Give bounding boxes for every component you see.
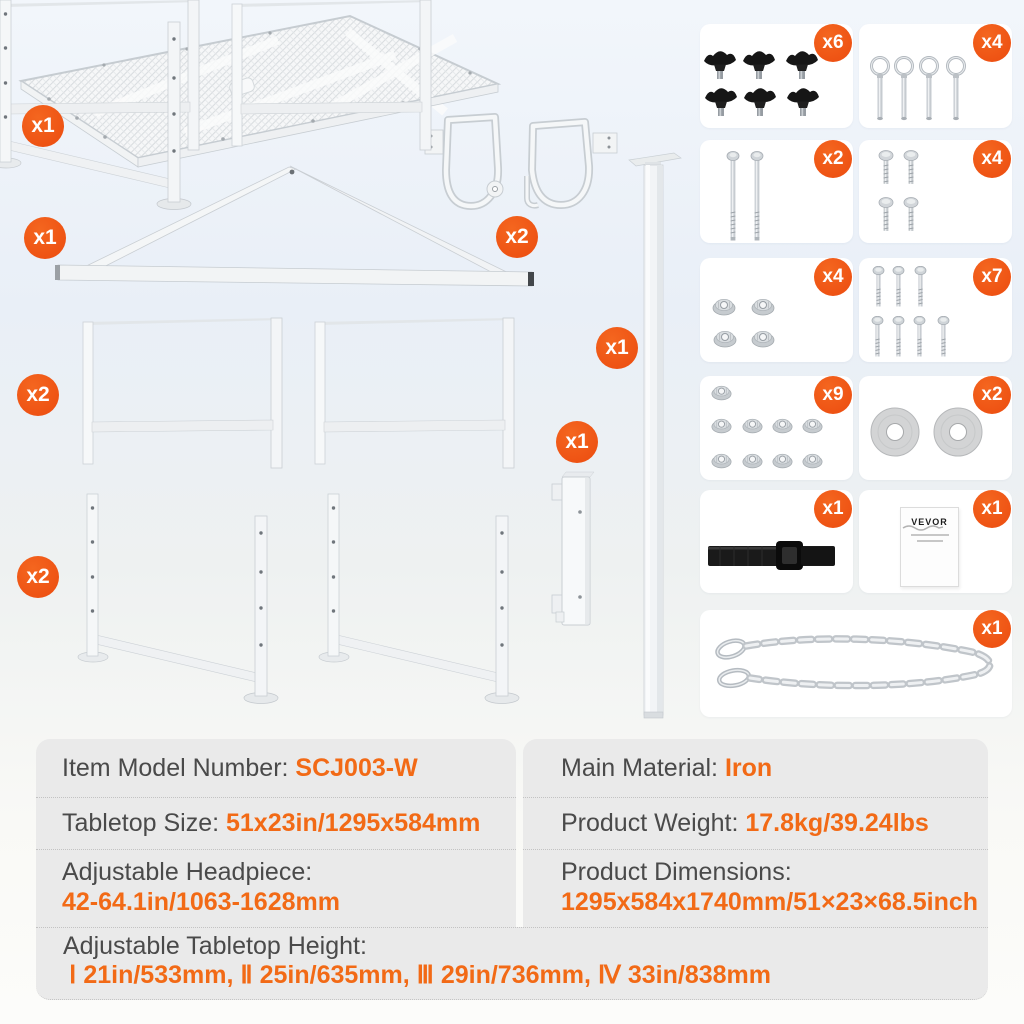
qty-badge-lock-nuts: x9 [814, 376, 852, 414]
spec-label: Item Model Number: [62, 754, 296, 782]
qty-badge-medium-bolts: x7 [973, 258, 1011, 296]
lower-leg-frames-illustration [78, 494, 519, 704]
spec-label: Adjustable Headpiece: [62, 857, 313, 886]
spec-row-adjustable-height [36, 927, 988, 1000]
card-lock-nuts [700, 376, 853, 480]
spec-row-weight [523, 798, 988, 850]
qty-badge-side-bracket: x1 [556, 421, 598, 463]
spec-label: Product Weight: [561, 808, 746, 837]
qty-badge-user-manual: x1 [973, 490, 1011, 528]
spec-value: 1295x584x1740mm/51×23×68.5inch [561, 888, 979, 916]
qty-badge-safety-chain: x1 [973, 610, 1011, 648]
qty-badge-short-screws: x4 [973, 140, 1011, 178]
spec-label: Product Dimensions: [561, 857, 792, 886]
spec-label: Main Material: [561, 754, 725, 782]
manual-signature-squiggle [901, 522, 945, 532]
spec-value: 51x23in/1295x584mm [226, 808, 481, 837]
spec-column-right [523, 739, 988, 927]
qty-badge-upper-frames: x2 [17, 374, 59, 416]
card-safety-chain [700, 610, 1012, 717]
spec-value: Ⅰ 21in/533mm, Ⅱ 25in/635mm, Ⅲ 29in/736mm, Ⅳ 33in/838mm [69, 961, 772, 989]
spec-label: Adjustable Tabletop Height: [63, 931, 367, 960]
card-star-knobs [700, 24, 853, 128]
manual-text-line [917, 540, 943, 542]
manual-brand-text: VEVOR [911, 517, 948, 527]
qty-badge-strap: x1 [814, 490, 852, 528]
card-strap [700, 490, 853, 593]
qty-badge-mesh-tabletop: x1 [22, 105, 64, 147]
side-bracket-illustration [552, 472, 594, 625]
card-short-screws [859, 140, 1012, 243]
qty-badge-star-knobs: x6 [814, 24, 852, 62]
spec-table-columns [36, 739, 988, 927]
qty-badge-triangle-frame: x1 [24, 217, 66, 259]
spec-label: Tabletop Size: [62, 808, 226, 837]
spec-value: Iron [724, 754, 773, 782]
triangle-frame-illustration [55, 166, 534, 286]
spec-row-material [523, 739, 988, 798]
spec-column-left [36, 739, 516, 927]
spec-row-model [36, 739, 516, 798]
spec-row-adjustable-headpiece [36, 850, 516, 927]
manual-text-line [911, 534, 949, 536]
card-medium-bolts [859, 258, 1012, 362]
spec-value: 42-64.1in/1063-1628mm [62, 888, 340, 916]
spec-value: SCJ003-W [295, 754, 418, 782]
qty-badge-washers: x2 [973, 376, 1011, 414]
support-pole-illustration [629, 153, 681, 718]
qty-badge-support-pole: x1 [596, 327, 638, 369]
qty-badge-flange-nuts: x4 [814, 258, 852, 296]
spec-value: 17.8kg/39.24lbs [745, 808, 929, 837]
qty-badge-hook-brackets: x2 [496, 216, 538, 258]
spec-row-tabletop-size [36, 798, 516, 850]
spec-row-dimensions [523, 850, 988, 927]
qty-badge-long-bolts: x2 [814, 140, 852, 178]
card-user-manual [859, 490, 1012, 593]
hook-brackets-illustration [425, 117, 617, 206]
card-flange-nuts [700, 258, 853, 362]
card-washers [859, 376, 1012, 480]
qty-badge-lower-frames: x2 [17, 556, 59, 598]
qty-badge-ring-pins: x4 [973, 24, 1011, 62]
card-ring-pins [859, 24, 1012, 128]
user-manual [900, 507, 959, 587]
card-long-bolts [700, 140, 853, 243]
spec-table [36, 739, 988, 1000]
safety-chain-illustration [700, 610, 1012, 717]
